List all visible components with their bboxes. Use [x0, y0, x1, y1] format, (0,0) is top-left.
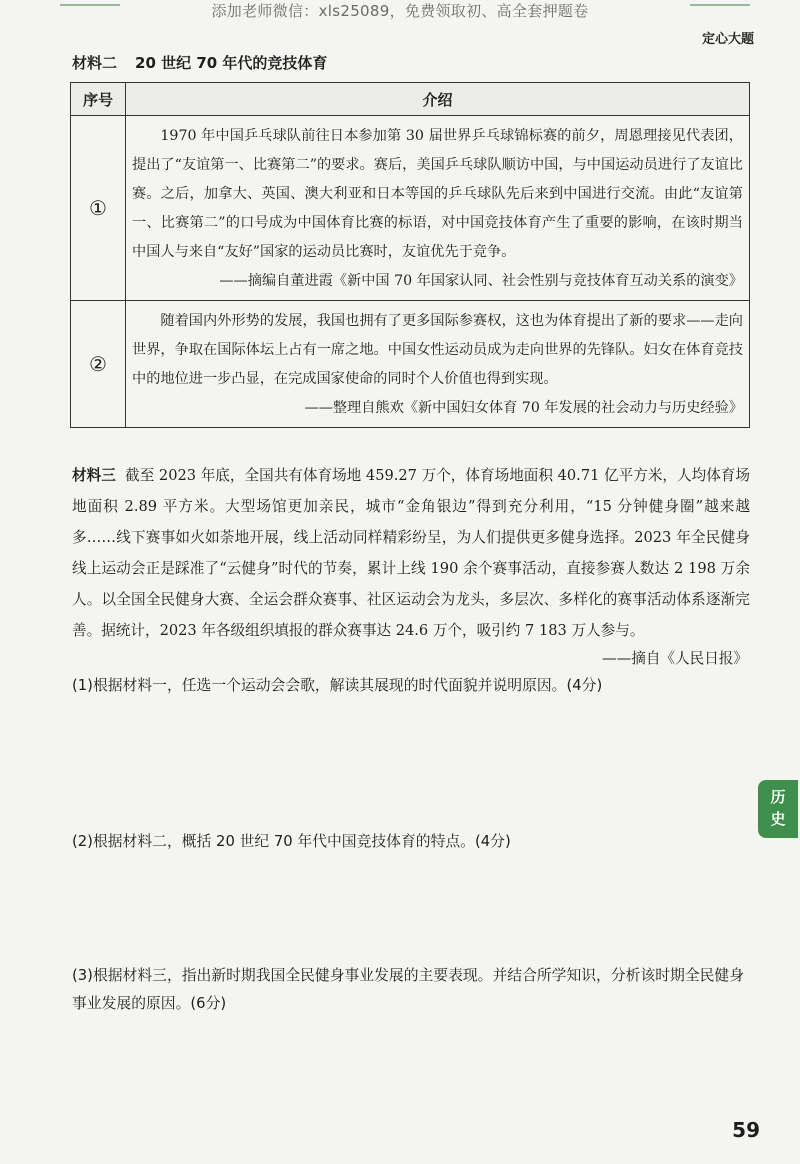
row-text: 1970 年中国乒乓球队前往日本参加第 30 届世界乒乓球锦标赛的前夕，周恩理接见代表团，提出了“友谊第一、比赛第二”的要求。赛后，美国乒乓球队顺访中国，与中国运动员进行了友谊比赛。之后，加拿大、英国、澳大利亚和日本等国的乒乓球队先后来到中国进行交流。由此“友谊第一、比赛第二”的口号成为中国体育比赛的标语，对中国竞技体育产生了重要的影响，在该时期当中国人与来自“友好”国家的运动员比赛时，友谊优先于竞争。	[132, 128, 743, 260]
question-1: (1)根据材料一，任选一个运动会会歌，解读其展现的时代面貌并说明原因。(4分)	[72, 677, 603, 694]
page-number: 59	[732, 1118, 760, 1142]
table-row	[71, 116, 750, 301]
material3-text: 截至 2023 年底，全国共有体育场地 459.27 万个，体育场地面积 40.71 亿平方米，人均体育场地面积 2.89 平方米。大型场馆更加亲民，城市“金角银边”得到充分利用，“15 分钟健身圈”越来越多……线下赛事如火如荼地开展，线上活动同样精彩纷呈，为人们提供更多健身选择。2023 年全民健身线上运动会正是踩准了“云健身”时代的节奏，累计上线 190 余个赛事活动，直接参赛人数达 2 198 万余人。以全国全民健身大赛、全运会群众赛事、社区运动会为龙头，多层次、多样化的赛事活动体系逐渐完善。据统计，2023 年各级组织填报的群众赛事达 24.6 万个，吸引约 7 183 万人参与。	[72, 467, 750, 639]
header-intro: 介绍	[126, 83, 750, 116]
material2-label: 材料二	[72, 54, 118, 72]
material2-table	[70, 82, 750, 428]
row-content	[126, 116, 750, 301]
question-2: (2)根据材料二，概括 20 世纪 70 年代中国竞技体育的特点。(4分)	[72, 833, 511, 850]
row-source: ——整理自熊欢《新中国妇女体育 70 年发展的社会动力与历史经验》	[304, 400, 743, 416]
table-header-row	[71, 83, 750, 116]
subject-tab	[758, 780, 798, 838]
table-row	[71, 301, 750, 428]
watermark: 添加老师微信：xls25089，免费领取初、高全套押题卷	[211, 2, 589, 20]
material2-topic: 20 世纪 70 年代的竞技体育	[135, 54, 328, 72]
material3-source: ——摘自《人民日报》	[602, 650, 748, 667]
row-number: ②	[71, 301, 126, 428]
material3-label: 材料三	[72, 467, 116, 484]
material2-title	[72, 52, 327, 73]
row-text: 随着国内外形势的发展，我国也拥有了更多国际参赛权，这也为体育提出了新的要求——走向世界，争取在国际体坛上占有一席之地。中国女性运动员成为走向世界的先锋队。妇女在体育竞技中的地位进一步凸显，在完成国家使命的同时个人价值也得到实现。	[132, 313, 743, 387]
section-header: 定心大题	[701, 32, 754, 47]
row-number: ①	[71, 116, 126, 301]
material3-paragraph	[72, 460, 750, 646]
header-num: 序号	[71, 83, 126, 116]
subject-tab-char: 历	[770, 788, 786, 806]
question-3: (3)根据材料三，指出新时期我国全民健身事业发展的主要表现。并结合所学知识，分析该时期全民健身事业发展的原因。(6分)	[72, 967, 745, 1012]
row-source: ——摘编自董进霞《新中国 70 年国家认同、社会性别与竞技体育互动关系的演变》	[219, 273, 743, 289]
row-content	[126, 301, 750, 428]
subject-tab-char: 史	[770, 810, 786, 828]
